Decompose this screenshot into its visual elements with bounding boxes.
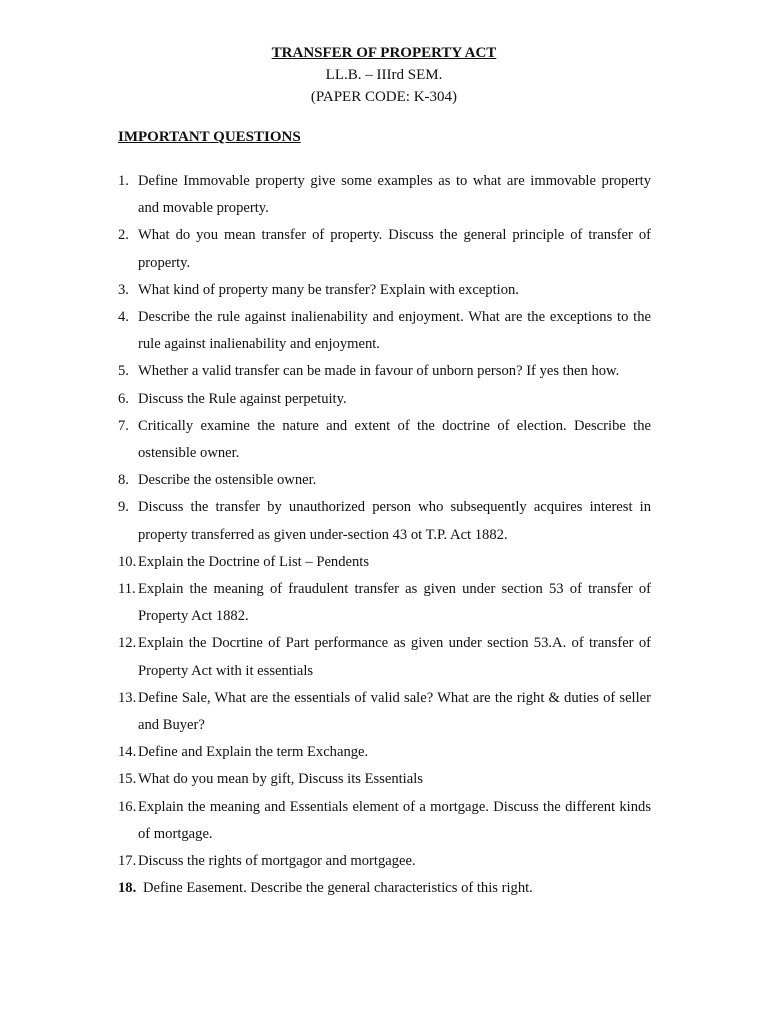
section-heading: IMPORTANT QUESTIONS (118, 129, 301, 145)
question-text: Define Immovable property give some examples as to what are immovable property and movable property. (138, 173, 651, 217)
question-item (118, 549, 651, 576)
question-text: Whether a valid transfer can be made in favour of unborn person? If yes then how. (138, 363, 620, 380)
question-text: Explain the meaning and Essentials element of a mortgage. Discuss the different kinds of mortgage. (138, 798, 651, 842)
question-text: What kind of property many be transfer? Explain with exception. (138, 281, 519, 298)
question-number: 4. (118, 309, 129, 326)
question-number: 11. (118, 581, 136, 598)
question-item (118, 576, 651, 630)
question-text: Define Sale, What are the essentials of valid sale? What are the right & duties of seller and Buyer? (138, 689, 651, 734)
question-number: 7. (118, 417, 129, 434)
question-number: 17. (118, 853, 137, 870)
question-text: Define Easement. Describe the general characteristics of this right. (143, 880, 533, 897)
question-number: 12. (118, 635, 137, 652)
question-text: Explain the Docrtine of Part performance as given under section 53.A. of transfer of Property Act with it essentials (138, 635, 651, 679)
question-item (118, 304, 651, 358)
question-number: 2. (118, 227, 129, 244)
question-number: 13. (118, 689, 137, 706)
question-item (118, 685, 651, 739)
document-title: TRANSFER OF PROPERTY ACT (271, 45, 497, 61)
question-item (118, 848, 651, 875)
question-number: 18. (118, 880, 137, 897)
question-item (118, 222, 651, 276)
question-number: 5. (118, 363, 129, 380)
question-number: 6. (118, 390, 129, 407)
question-number: 14. (118, 744, 137, 761)
question-item (118, 875, 651, 902)
question-number: 10. (118, 553, 137, 570)
question-item (118, 386, 651, 413)
question-item (118, 168, 651, 222)
question-text: Explain the Doctrine of List – Pendents (138, 553, 370, 570)
question-text: What do you mean by gift, Discuss its Essentials (138, 771, 423, 788)
question-text: Explain the meaning of fraudulent transfer as given under section 53 of transfer of Property Act 1882. (138, 581, 651, 625)
question-number: 15. (118, 771, 137, 788)
question-item (118, 630, 651, 684)
question-text: What do you mean transfer of property. Discuss the general principle of transfer of property. (138, 227, 651, 271)
question-number: 9. (118, 499, 129, 516)
question-number: 8. (118, 472, 129, 489)
question-text: Describe the rule against inalienability and enjoyment. What are the exceptions to the rule against inalienability and enjoyment. (138, 309, 651, 353)
question-text: Discuss the rights of mortgagor and mortgagee. (138, 853, 416, 870)
question-number: 1. (118, 173, 129, 189)
question-text: Critically examine the nature and extent of the doctrine of election. Describe the ostensible owner. (138, 417, 651, 462)
course-line: LL.B. – IIIrd SEM. (325, 67, 443, 83)
question-item (118, 739, 651, 766)
paper-code-line: (PAPER CODE: K-304) (310, 89, 458, 105)
question-text: Discuss the transfer by unauthorized person who subsequently acquires interest in property transferred as given under-section 43 ot T.P. Act 1882. (138, 499, 651, 543)
question-item (118, 794, 651, 848)
question-item (118, 277, 651, 304)
question-text: Describe the ostensible owner. (138, 472, 317, 489)
question-list (118, 168, 651, 902)
question-text: Discuss the Rule against perpetuity. (138, 390, 347, 407)
question-text: Define and Explain the term Exchange. (138, 744, 369, 761)
question-item (118, 358, 651, 385)
question-item (118, 494, 651, 548)
question-item (118, 413, 651, 467)
question-number: 3. (118, 281, 129, 298)
question-item (118, 766, 651, 793)
question-number: 16. (118, 798, 137, 815)
question-item (118, 467, 651, 494)
